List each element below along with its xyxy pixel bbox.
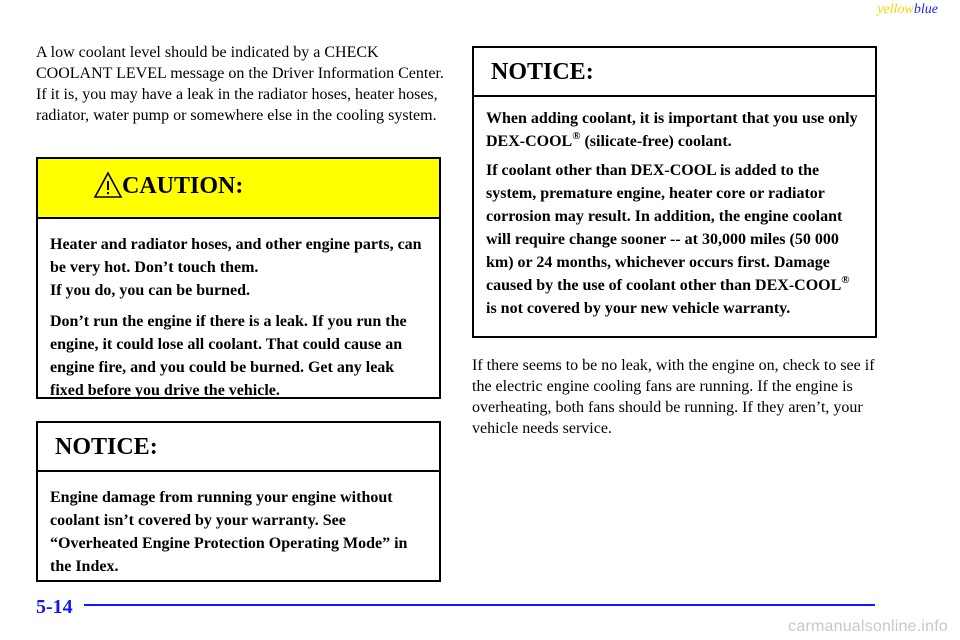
- coolant-notice-header: [474, 48, 875, 97]
- caution-box: [36, 157, 441, 399]
- coolant-notice-box: [472, 46, 877, 338]
- brand-marker: [877, 2, 938, 18]
- outro-paragraph: If there seems to be no leak, with the engine on, check to see if the electric engine cooling fans are running. If the engine is overheating, both fans should be running. If they aren’t, your vehicle needs service.: [472, 357, 875, 437]
- footer-rule: [84, 604, 875, 606]
- watermark: carmanualsonline.info: [788, 618, 948, 635]
- coolant-text-2-pre: If coolant other than DEX-COOL is added to the system, premature engine, heater core or radiator corrosion may result. In addition, the engine coolant will require change sooner -- at 30,000 miles (50 000 km) or 24 months, whichever occurs first. Damage caused by the use of coolant other than DEX-COOL: [486, 162, 843, 294]
- coolant-text-2-post: is not covered by your new vehicle warranty.: [486, 300, 791, 317]
- engine-notice-header: [38, 423, 439, 472]
- brand-yellow: yellow: [877, 2, 914, 17]
- coolant-notice-title: NOTICE:: [491, 59, 594, 85]
- registered-mark: ®: [572, 130, 581, 142]
- engine-notice-text: Engine damage from running your engine without coolant isn’t covered by your warranty. See “Overheated Engine Protection Operating Mode” in the Index.: [50, 489, 408, 575]
- brand-blue: blue: [913, 2, 938, 17]
- caution-text-1b: If you do, you can be burned.: [50, 282, 251, 299]
- engine-notice-body: [38, 472, 439, 578]
- engine-notice-box: [36, 421, 441, 582]
- coolant-notice-text-1: [486, 107, 863, 153]
- coolant-notice-text-2: [486, 159, 863, 320]
- caution-body: [38, 219, 439, 402]
- caution-text-1a: Heater and radiator hoses, and other engine parts, can be very hot. Don’t touch them.: [50, 236, 422, 276]
- caution-header: [38, 159, 439, 219]
- registered-mark: ®: [841, 274, 850, 286]
- intro-paragraph: A low coolant level should be indicated by a CHECK COOLANT LEVEL message on the Driver Information Center. If it is, you may have a leak in the radiator hoses, heater hoses, radiator, water pump or somewhere else in the cooling system.: [36, 44, 444, 124]
- warning-triangle-icon: [93, 171, 123, 199]
- caution-text-2: Don’t run the engine if there is a leak. If you run the engine, it could lose all coolant. That could cause an engine fire, and you could be burned. Get any leak fixed before you drive the vehicle.: [50, 313, 407, 399]
- coolant-text-1-pre: When adding coolant, it is important that you use only DEX-COOL: [486, 110, 858, 150]
- coolant-notice-body: [474, 97, 875, 320]
- page-number: 5-14: [36, 596, 73, 618]
- coolant-text-1-post: (silicate-free) coolant.: [580, 133, 732, 150]
- engine-notice-title: NOTICE:: [55, 434, 158, 460]
- caution-title: CAUTION:: [122, 173, 244, 199]
